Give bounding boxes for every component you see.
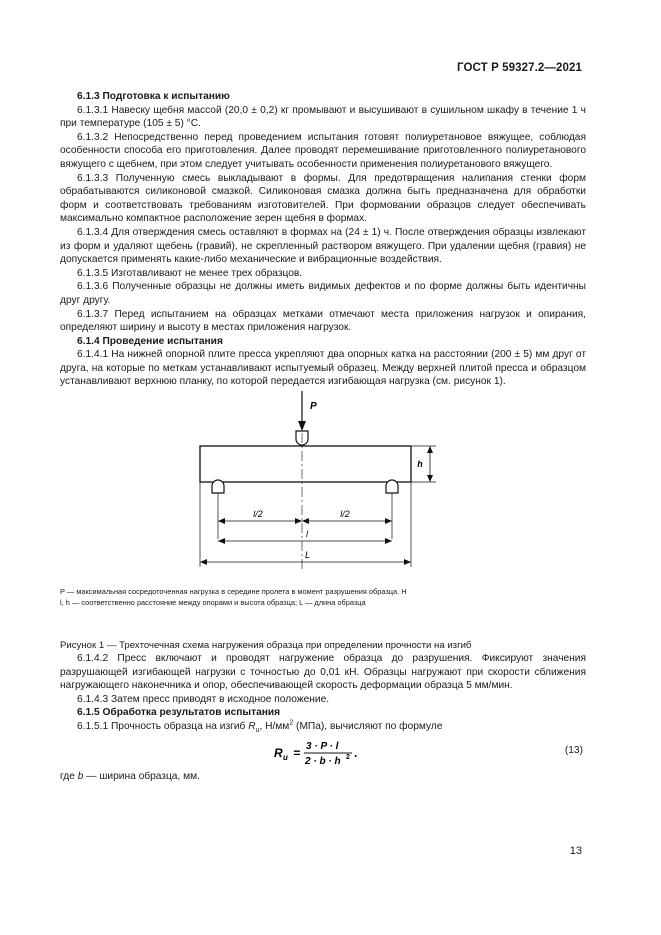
- formula-numerator: 3 · P · l: [306, 740, 339, 752]
- span-arrow-left: [218, 538, 225, 544]
- symbol-R-subscript: u: [255, 727, 260, 735]
- label-h: h: [417, 459, 423, 470]
- half-span-arrow-left: [218, 518, 225, 524]
- h-arrow-top: [427, 446, 433, 453]
- paragraph-6-1-3-4: 6.1.3.4 Для отверждения смесь оставляют в формах на (24 ± 1) ч. После отверждения образцы извлекают из форм и удаляют щебень (гравий), не скрепленный раствором вяжущего. При удалении щебня (гравия) не допускается применять какие-либо механические и вибрационные воздействия.: [60, 226, 586, 266]
- page-number: 13: [569, 845, 582, 857]
- label-span: l: [306, 529, 308, 540]
- paragraph-6-1-5-1-text: 6.1.5.1 Прочность образца на изгиб: [77, 721, 249, 733]
- paragraph-6-1-4-2: 6.1.4.2 Пресс включают и проводят нагружение образца до разрушения. Фиксируют значения разрушающей изгибающей нагрузки с точностью до 0,01 кН. Образцы нагружают при скорости сближения нагружающего наконечника и опор, обеспечивающей скорость деформации образца 5 мм/мин.: [60, 653, 586, 692]
- paragraph-6-1-3-5: 6.1.3.5 Изготавливают не менее трех образцов.: [77, 267, 303, 279]
- equation-number: (13): [564, 744, 583, 756]
- page-content: [60, 90, 586, 783]
- half-span-arrow-right: [385, 518, 392, 524]
- formula-denominator-sup: 2: [346, 753, 350, 761]
- h-arrow-bottom: [427, 475, 433, 482]
- document-id: ГОСТ Р 59327.2—2021: [457, 62, 582, 74]
- right-support: [386, 480, 398, 493]
- formula-lhs: R: [274, 745, 283, 760]
- section-title-6-1-3: 6.1.3 Подготовка к испытанию: [77, 91, 230, 102]
- figure-caption: Рисунок 1 — Трехточечная схема нагружения образца при определении прочности на изгиб: [60, 640, 472, 652]
- paragraph-6-1-4-3: 6.1.4.3 Затем пресс приводят в исходное положение.: [77, 693, 330, 705]
- formula-period: .: [354, 745, 358, 760]
- paragraph-6-1-4-1: 6.1.4.1 На нижней опорной плите пресса укрепляют два опорных катка на расстоянии (200 ± 5) мм друг от друга, на которые по меткам устанавливают испытуемый образец. Между верхней плитой пресса и образцом устанавливают верхнюю планку, по которой передается изгибающая нагрузка (см. рисунок 1).: [60, 349, 586, 388]
- paragraph-6-1-3-6: 6.1.3.6 Полученные образцы не должны иметь видимых дефектов и по форме должны быть идентичны друг другу.: [60, 281, 586, 306]
- half-span-arrow-mid-right: [302, 518, 309, 524]
- formula-denominator: 2 · b · h: [305, 755, 341, 767]
- formula-13: [60, 736, 586, 770]
- paragraph-6-1-3-7: 6.1.3.7 Перед испытанием на образцах метками отмечают места приложения нагрузок и опирания, определяют ширину и высоту в местах приложения нагрузок.: [60, 308, 586, 334]
- label-length: L: [305, 550, 311, 561]
- loading-scheme-drawing: [60, 389, 586, 589]
- paragraph-6-1-3-1: 6.1.3.1 Навеску щебня массой (20,0 ± 0,2) кг промывают и высушивают в сушильном шкафу в течение 1 ч при температуре (105 ± 5) °С.: [60, 104, 586, 130]
- formula-drawing: [60, 736, 540, 770]
- formula-equals: =: [290, 745, 304, 760]
- unit-superscript: 2: [289, 719, 294, 727]
- figure-legend-line-1: P — максимальная сосредоточенная нагрузка в середине пролета в момент разрушения образца. Н: [60, 587, 407, 597]
- section-title-6-1-5: 6.1.5 Обработка результатов испытания: [77, 707, 281, 719]
- figure-legend-line-2: l, h — соответственно расстояние между опорами и высота образца; L — длина образца: [60, 597, 366, 607]
- formula-lhs-sub: u: [283, 752, 288, 762]
- paragraph-6-1-5-1: [60, 720, 586, 734]
- label-half-span-left: l/2: [253, 509, 263, 520]
- left-support: [212, 480, 224, 493]
- symbol-b: b: [77, 770, 84, 782]
- formula-where-clause: [60, 770, 586, 784]
- label-half-span-right: l/2: [340, 509, 350, 520]
- specimen-beam: [200, 446, 411, 482]
- paragraph-6-1-5-1-tail: (МПа), вычисляют по формуле: [293, 721, 443, 733]
- label-P: P: [310, 401, 317, 413]
- length-arrow-right: [404, 559, 411, 565]
- where-prefix: где: [60, 770, 78, 782]
- span-arrow-right: [385, 538, 392, 544]
- loading-scheme-figure: [60, 389, 586, 639]
- half-span-arrow-mid-left: [295, 518, 302, 524]
- paragraph-6-1-3-3: 6.1.3.3 Полученную смесь выкладывают в формы. Для предотвращения налипания стенки форм обрабатываются силиконовой смазкой. Силиконовая смазка должна быть предназначена для обработки форм и соответствовать требованиям изготовителей. При формовании образцов следует обеспечивать максимально компактное расположение зерен щебня в формах.: [60, 172, 586, 225]
- load-arrow-head: [298, 421, 306, 431]
- paragraph-6-1-5-1-unit: , Н/мм: [259, 721, 290, 733]
- paragraph-6-1-3-2: 6.1.3.2 Непосредственно перед проведением испытания готовят полиуретановое вяжущее, соблюдая особенности способа его приготовления. Далее проводят перемешивание приготовленного полиуретанового вяжущего с щебнем, при этом следует учитывать особенности применения полиуретанового вяжущего.: [60, 131, 586, 170]
- where-definition: — ширина образца, мм.: [83, 770, 200, 782]
- symbol-R: R: [248, 721, 256, 733]
- length-arrow-left: [200, 559, 207, 565]
- section-title-6-1-4: 6.1.4 Проведение испытания: [77, 335, 223, 347]
